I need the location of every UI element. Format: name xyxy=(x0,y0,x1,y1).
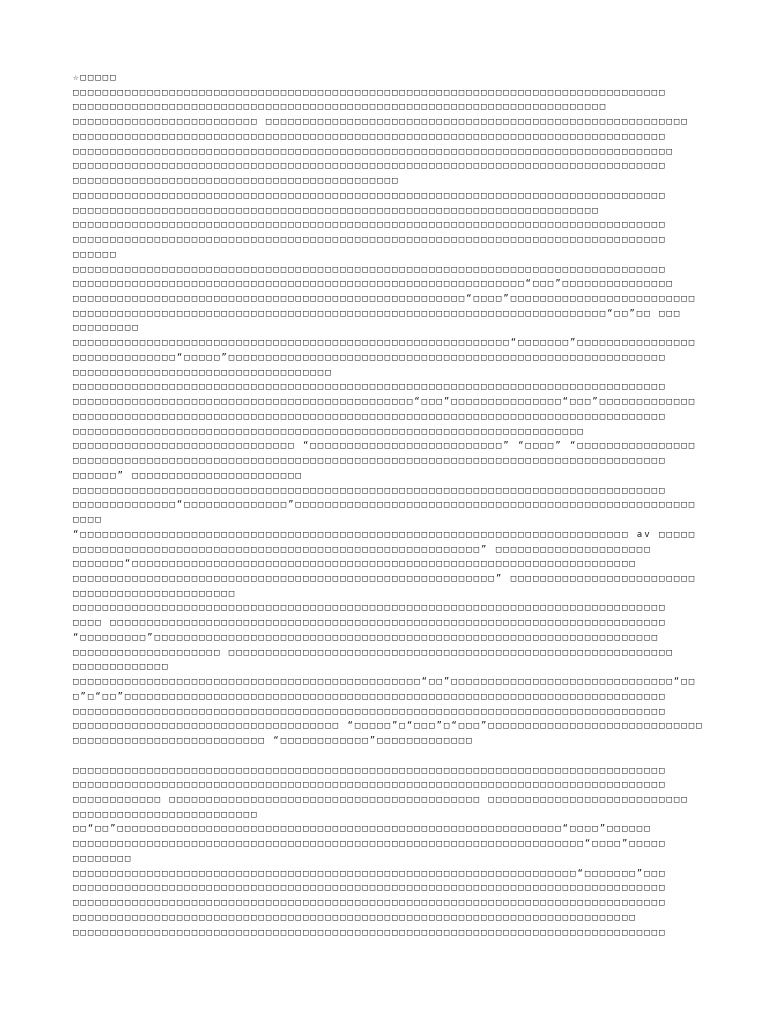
text-line: □□□□□□□□□□□□□□“□□□□□”□□□□□□□□□□□□□□□□□□□□□□□□□□□□□□□□□□□□□□□□□□□□□□□□□□□□□□□□□□□ xyxy=(73,352,667,363)
text-line: □□□□□□□□□ xyxy=(73,323,140,334)
text-line: □□“□□”□□□□□□□□□□□□□□□□□□□□□□□□□□□□□□□□□□□□□□□□□□□□□□□□□□□□□□□□□□□□“□□□□”□□□□□□ xyxy=(73,824,652,835)
text-line: □□□□□□□□□□□□□□□□□□□□□□□□□□□□□□□□□□□□□□□□□□□□□□□□□□□□□□□□□□□□□□□□□□□□□□□□□□□□□□□□ xyxy=(73,456,667,467)
text-line: □□□□□□□□□□□□□□□□□□□□□□□□□□□□□□□□□□□□□□□□□□□□□□□□□□□□□□□□□□□□□□□□□□□□□□□□□□□□□□□□ xyxy=(73,927,667,938)
text-line: □□□□□□□□□□□□□□□□□□□□□□□□□□□□□□□□□□□□□□□□□□□□□□□□□□□□□□□□□□□□□□□□□□□□□ xyxy=(73,426,585,437)
text-line: □□□□□□□□□□□□□□□□□□□□□□□□□ xyxy=(73,809,259,820)
text-line: □□□□□□□□□□□□□□□□□□□□□□□□□□□□□□□□□□□□□□□□□□□□□□□□□□□□□□□” □□□□□□□□□□□□□□□□□□□□□ xyxy=(73,544,652,555)
text-line: □□□□□□□□□□□□□□□□□□□□□□□□□□□□□□□□□□□□□□□□□□□□□□□□□□□□□□□□□□□□□□□□□□□□□□□□□□□□□□□□ xyxy=(73,485,667,496)
text-line: □□□□□□□□□□□□□□□□□□□□□□□□□□□□□□□□□□□□□□□□□□□□□□□□□□□□□□□□□□□□□□□□□□□□□□□□□□□□□□□□ xyxy=(73,883,667,894)
text-line: □□□□ xyxy=(73,515,103,526)
text-line: □□□□□□□□□□□□□ xyxy=(73,662,170,673)
text-line: □□□□□□□□□□□□□□□□□□□□□□□□□□□□□□□□□□□□□□□□□□□□□□□□□□□□□□□□□□□□□□□□□□□□□□□□□□□□□□□□ xyxy=(73,706,667,717)
text-line: □□□□□□□□□□□□□□□□□□□□□□□□□□□□□□□□□□□□□□□□□□□□□□□□□□□□□□□□□□□□□□□□□□□□□□□□□□□□□□□□ xyxy=(73,411,667,422)
text-line: □□□□□□□□□□□□□□□□□□□□□□□□□□□□□□□□□□□□□□□□□□□□□□□□□□□□□□□□□□□□□□□□□□□□□□□□□□□□□□□□ xyxy=(73,87,667,98)
text-line: □□□□□□□□□□□□□□□□□□□□□□□□□□□□□□□□□□□□□□□□□□□□□□□□□□□□□□□□□□□□□□□□□□□□□□□□□□□□□□□□ xyxy=(73,161,667,172)
text-line: □□□□□□□□□□□□□□□□□□□□□□□□□□□□□□□□□□□□□□□□□□□□□□□□□□□□□□□□□□□□□□□□□□□□□“□□□□”□□□□□ xyxy=(73,839,667,850)
text-line: □□□□□□□□□□□□□□□□□□□□□□□□□□□□□□□□□□□□□□□□□□□□□□□□□□□□□□□□□□□□□□□□□□□□□□□□□□□□□□□□ xyxy=(73,765,667,776)
text-line: □□□□□□□□□□□□□□□□□□□□□□□□□□□□□□□□□□□□□□□□□□□□□□□□□□□□□□□□□□□□□□□□□□□□□□□□□□□□□□□□ xyxy=(73,898,667,909)
text-line: □□□□□□□□□□□□□□□□□□□□□□□□□□□□□□□□□□□ xyxy=(73,367,333,378)
text-line: □□□□□□□□□□□□□□□□□□□□□□□□□ □□□□□□□□□□□□□□□□□□□□□□□□□□□□□□□□□□□□□□□□□□□□□□□□□□□□□□□□□ xyxy=(73,117,689,128)
text-line: “□□□□□□□□□”□□□□□□□□□□□□□□□□□□□□□□□□□□□□□□□□□□□□□□□□□□□□□□□□□□□□□□□□□□□□□□□□□□□□ xyxy=(73,632,660,643)
text-line: □□□□□□□□□□□□□□□□□□□□□□□□□□□□□□□□□□□□□□□□□□□□ xyxy=(73,176,400,187)
text-line: □□□□□□□□□□□□□□□□□□□□□□□□□□ “□□□□□□□□□□□□”□□□□□□□□□□□□□ xyxy=(73,736,474,747)
text-line: □□□□□□□□□□□□□□□□□□□□□□□□□□□□□□□□□□□□□□□□□□□□□□□□□□□□□□□□□□□□□□□□□□□□□□□□□□□□□□□□ xyxy=(73,235,667,246)
text-line: □□□□□□□□□□□□□□□□□□□□□□□□□□□□□□□□□□□□□□□□□□□□□□□□□□□□□□□□□□□□□□□□□□□□□□□□□□□□□□□□□ xyxy=(73,146,674,157)
paragraph xyxy=(73,71,713,749)
text-line: □□□□□□□□□□□□□□□□□□□□□□□□□□□□□□□□□□□□□□□□□□□□□□□□□□□□□□□□□□□□□□□□□□□□□□□□□□□□□□□□ xyxy=(73,603,667,614)
text-line: □□□□□□□□□□□□□□□□□□□□□□□□□□□□□□□□□□□□□□□□□□□□□□□□□□□□□“□□□□”□□□□□□□□□□□□□□□□□□□□□□□□□ xyxy=(73,294,697,305)
text-line: □□□□□□□□□□□□□□□□□□□□ □□□□□□□□□□□□□□□□□□□□□□□□□□□□□□□□□□□□□□□□□□□□□□□□□□□□□□□□□□□□ xyxy=(73,647,674,658)
text-line: □□□□□□□□□□□□□□□□□□□□□□□□□□□□□□□□□□□□□□□□□□□□□□□□□□□□□□□□□□□□□□□□□□□□□□□□□□□□□□□□ xyxy=(73,382,667,393)
text-line: □□□□□□□□□□□□□□□□□□□□□□□□□□□□□□□□□□□□□□□□□□□□□□□□□□□□□□□□□□□□□□□□□□□□“□□□□□□□”□□□ xyxy=(73,868,667,879)
text-line: □□□□□□□□□□□□□□“□□□□□□□□□□□□□□”□□□□□□□□□□□□□□□□□□□□□□□□□□□□□□□□□□□□□□□□□□□□□□□□□□□□□□ xyxy=(73,500,697,511)
text-line: □□□□□□□□□□□□□□□□□□□□□□□□□□□□□□□□□□□□□□□□□□□□□□“□□□”□□□□□□□□□□□□□□□“□□□”□□□□□□□□□□□□□ xyxy=(73,397,697,408)
text-line: “□□□□□□□□□□□□□□□□□□□□□□□□□□□□□□□□□□□□□□□□□□□□□□□□□□□□□□□□□□□□□□□□□□□□□□□□□□ av □□□□□ xyxy=(73,529,697,540)
text-line: □□□□□□□□□□□□□□□□□□□□□□□□□□□□□□□□□□□□□□□□□□□□□□□□□□□□□□□□□□□□□□□□□□□□□□□□□□□□ xyxy=(73,912,637,923)
text-line: □□□□□□□□□□□□□□□□□□□□□□□□□□□□□□□□□□□□□□□□□□□□□□□□□□□□□□□□□□□“□□□□□□□”□□□□□□□□□□□□□□□□ xyxy=(73,338,697,349)
text-line: □□□□□□” □□□□□□□□□□□□□□□□□□□□□□□ xyxy=(73,470,303,481)
text-line: □□□□□□□□□□□□□□□□□□□□□□□□□□□□□□ “□□□□□□□□□□□□□□□□□□□□□□□□□□” “□□□□” “□□□□□□□□□□□□□□□□ xyxy=(73,441,697,452)
text-line: □□□□□□□□□□□□□□□□□□□□□□□□□□□□□□□□□□□□ “□□□□□”□“□□□”□“□□□”□□□□□□□□□□□□□□□□□□□□□□□□□□□□□ xyxy=(73,721,704,732)
text-line: □□□□□□□□□□□□□□□□□□□□□□□□□□□□□□□□□□□□□□□□□□□□□□□□□□□□□□□□□□□□□□□□□□□□□□□□□□□□□□□□ xyxy=(73,131,667,142)
text-line: ☆□□□□□ xyxy=(73,73,118,83)
text-line: □□□□□□□□□□□□□□□□□□□□□□□□□□□□□□□□□□□□□□□□□□□□□□□□□□□□□□□□□□□□□“□□□”□□□□□□□□□□□□□□□ xyxy=(73,279,674,290)
text-line: □□□□□□□“□□□□□□□□□□□□□□□□□□□□□□□□□□□□□□□□□□□□□□□□□□□□□□□□□□□□□□□□□□□□□□□□□□□□ xyxy=(73,559,637,570)
paragraph xyxy=(73,764,713,941)
text-line: □□□□□□ xyxy=(73,249,118,260)
text-line: □□□□□□□□□□□□□□□□□□□□□□□□□□□□□□□□□□□□□□□□□□□□□□□□□□□□□□□□□□□□□□□□□□□□□□□□□□□□□□□□ xyxy=(73,780,667,791)
text-line: □□□□□□□□□□□□□□□□□□□□□□□□□□□□□□□□□□□□□□□□□□□□□□□“□□”□□□□□□□□□□□□□□□□□□□□□□□□□□□□□□“□□ xyxy=(73,677,697,688)
text-line: □□□□□□□□ xyxy=(73,853,133,864)
text-line: □□□□□□□□□□□□□□□□□□□□□□□□□□□□□□□□□□□□□□□□□□□□□□□□□□□□□□□□□□□□□□□□□□□□□□□ xyxy=(73,205,600,216)
text-line: □□□□□□□□□□□□□□□□□□□□□□□□□□□□□□□□□□□□□□□□□□□□□□□□□□□□□□□□□□□□□□□□□□□□□□□□ xyxy=(73,102,608,113)
document-body xyxy=(73,71,713,940)
text-line: □□□□□□□□□□□□□□□□□□□□□□□□□□□□□□□□□□□□□□□□□□□□□□□□□□□□□□□□□□□□□□□□□□□□□□□□“□□”□□ □□□ xyxy=(73,308,682,319)
text-line: □□□□□□□□□□□□□□□□□□□□□□□□□□□□□□□□□□□□□□□□□□□□□□□□□□□□□□□□□” □□□□□□□□□□□□□□□□□□□□□□□□□ xyxy=(73,573,697,584)
text-line: □”□“□□”□□□□□□□□□□□□□□□□□□□□□□□□□□□□□□□□□□□□□□□□□□□□□□□□□□□□□□□□□□□□□□□□□□□□□□□□□ xyxy=(73,691,667,702)
text-line: □□□□□□□□□□□□□□□□□□□□□□□□□□□□□□□□□□□□□□□□□□□□□□□□□□□□□□□□□□□□□□□□□□□□□□□□□□□□□□□□ xyxy=(73,220,667,231)
text-line: □□□□□□□□□□□□□□□□□□□□□□□□□□□□□□□□□□□□□□□□□□□□□□□□□□□□□□□□□□□□□□□□□□□□□□□□□□□□□□□□ xyxy=(73,190,667,201)
text-line: □□□□□□□□□□□□ □□□□□□□□□□□□□□□□□□□□□□□□□□□□□□□□□□□□□□□□□□ □□□□□□□□□□□□□□□□□□□□□□□□□□□ xyxy=(73,794,689,805)
text-line: □□□□□□□□□□□□□□□□□□□□□□□□□□□□□□□□□□□□□□□□□□□□□□□□□□□□□□□□□□□□□□□□□□□□□□□□□□□□□□□□ xyxy=(73,264,667,275)
text-line: □□□□ □□□□□□□□□□□□□□□□□□□□□□□□□□□□□□□□□□□□□□□□□□□□□□□□□□□□□□□□□□□□□□□□□□□□□□□□□□□ xyxy=(73,618,667,629)
text-line: □□□□□□□□□□□□□□□□□□□□□□ xyxy=(73,588,237,599)
